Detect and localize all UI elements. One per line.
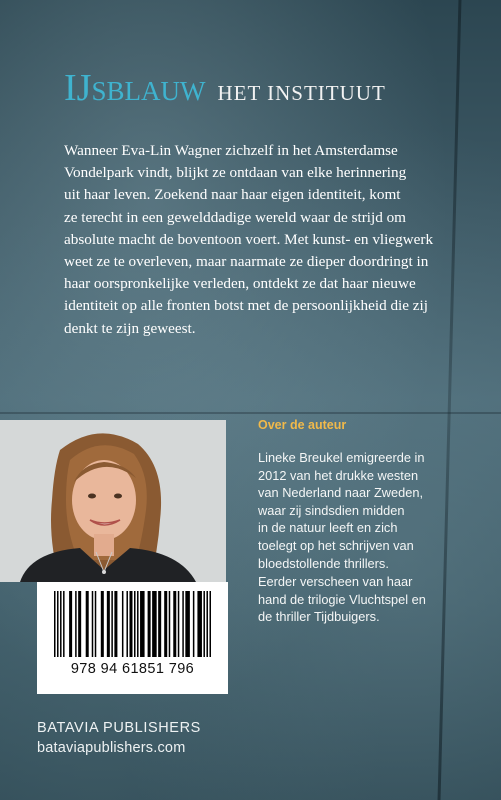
publisher-website: bataviapublishers.com xyxy=(37,740,186,756)
bio-line: waar zij sindsdien midden xyxy=(258,502,405,518)
isbn-barcode xyxy=(37,582,228,694)
barcode-bar xyxy=(107,591,110,657)
title-main: IJsblauw xyxy=(64,67,206,109)
barcode-bar xyxy=(173,591,176,657)
barcode-bar xyxy=(111,591,113,657)
bio-line: hand de trilogie Vluchtspel en xyxy=(258,591,426,607)
author-bio-paragraph-2 xyxy=(258,573,458,626)
barcode-bar xyxy=(178,591,180,657)
book-title xyxy=(64,66,386,110)
blurb-line: identiteit op alle fronten botst met de persoonlijkheid die zij xyxy=(64,297,428,315)
barcode-bar xyxy=(193,591,195,657)
isbn-number: 978 94 61851 796 xyxy=(70,661,195,677)
barcode-bar xyxy=(169,591,171,657)
barcode-bar xyxy=(126,591,128,657)
bio-line: 2012 van het drukke westen xyxy=(258,467,419,483)
barcode-bar xyxy=(152,591,157,657)
barcode-bar xyxy=(129,591,132,657)
blurb-line: uit haar leven. Zoekend naar haar eigen identiteit, komt xyxy=(64,186,401,204)
barcode-bar xyxy=(101,591,104,657)
barcode-bar xyxy=(69,591,72,657)
barcode-bar xyxy=(140,591,145,657)
barcode-bar xyxy=(134,591,136,657)
barcode-bar xyxy=(95,591,97,657)
barcode-bar xyxy=(92,591,94,657)
barcode-bar xyxy=(158,591,161,657)
barcode-bars xyxy=(54,591,211,657)
bio-line: in de natuur leeft en zich xyxy=(258,520,398,536)
concrete-seam xyxy=(0,412,501,414)
concrete-crack xyxy=(438,0,462,800)
author-portrait xyxy=(0,420,226,582)
barcode-bar xyxy=(182,591,184,657)
about-author-heading: Over de auteur xyxy=(258,418,347,432)
barcode-bar xyxy=(60,591,62,657)
bio-line: van Nederland naar Zweden, xyxy=(258,485,424,501)
blurb-line: haar oorspronkelijke verleden, ontdekt ze dat haar nieuwe xyxy=(64,275,416,293)
book-blurb xyxy=(64,140,464,340)
barcode-bar xyxy=(114,591,117,657)
barcode-bar xyxy=(75,591,77,657)
blurb-line: denkt te zijn geweest. xyxy=(64,319,196,337)
barcode-bar xyxy=(203,591,205,657)
bio-line: bloedstollende thrillers. xyxy=(258,555,389,571)
barcode-bar xyxy=(54,591,56,657)
barcode-bar xyxy=(137,591,139,657)
bio-line: de thriller Tijdbuigers. xyxy=(258,609,380,625)
barcode-bar xyxy=(185,591,190,657)
bio-line: toelegt op het schrijven van xyxy=(258,537,414,553)
blurb-line: ze terecht in een gewelddadige wereld waar de strijd om xyxy=(64,208,406,226)
author-photo xyxy=(0,420,226,582)
title-subtitle: HET INSTITUUT xyxy=(217,81,386,105)
barcode-bar xyxy=(63,591,65,657)
barcode-bar xyxy=(86,591,89,657)
barcode-bar xyxy=(206,591,208,657)
blurb-line: weet ze te overleven, maar naarmate ze dieper doordringt in xyxy=(64,253,429,271)
barcode-bar xyxy=(57,591,59,657)
barcode-bar xyxy=(148,591,151,657)
barcode-bar xyxy=(209,591,211,657)
bio-line: Lineke Breukel emigreerde in xyxy=(258,450,425,465)
blurb-line: Wanneer Eva-Lin Wagner zichzelf in het Amsterdamse xyxy=(64,142,398,159)
blurb-line: absolute macht de boventoon voert. Met kunst- en vliegwerk xyxy=(64,230,434,248)
blurb-line: Vondelpark vindt, blijkt ze ontdaan van elke herinnering xyxy=(64,164,407,182)
barcode-bar xyxy=(197,591,202,657)
publisher-name: BATAVIA PUBLISHERS xyxy=(37,720,201,736)
barcode-bar xyxy=(78,591,81,657)
barcode-bar xyxy=(164,591,167,657)
author-bio-paragraph-1 xyxy=(258,449,458,572)
bio-line: Eerder verscheen van haar xyxy=(258,574,413,589)
barcode-bar xyxy=(122,591,124,657)
